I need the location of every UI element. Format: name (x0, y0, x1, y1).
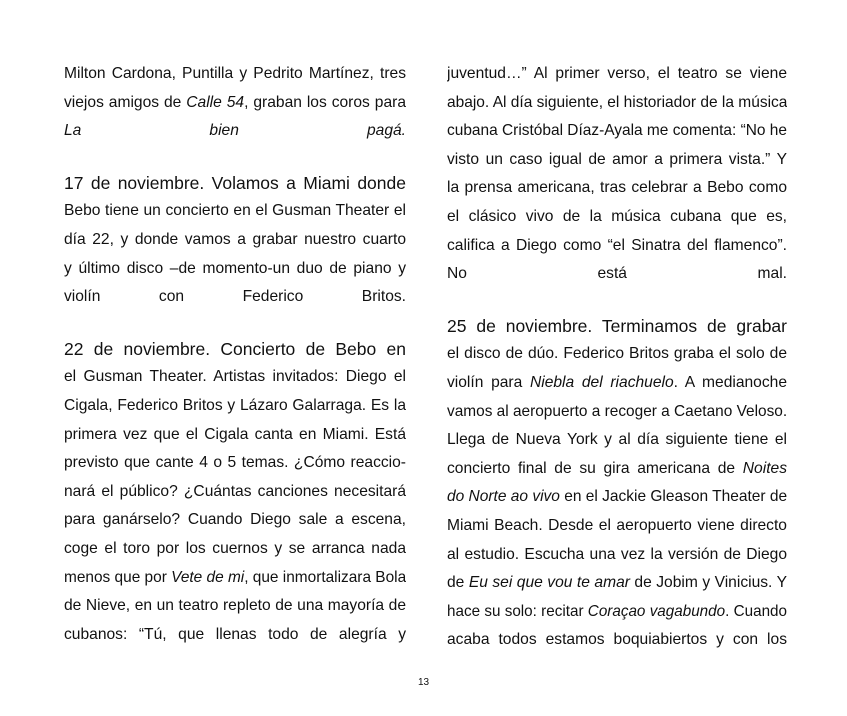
text-run: Volamos a Miami donde (204, 172, 406, 193)
text-line: para ganárselo? Cuando Diego sale a escena, (64, 511, 406, 529)
text-line: No está mal. (447, 265, 787, 283)
text-line: visto un caso igual de amor a primera vista.” Y (447, 150, 787, 168)
paragraph-gap (64, 146, 406, 169)
paragraph-gap (447, 289, 787, 312)
text-line: previsto que cante 4 o 5 temas. ¿Cómo reaccio- (64, 454, 406, 472)
text-run: Terminamos de grabar (592, 315, 787, 336)
text-run: menos que por (64, 568, 172, 586)
text-line: Cigala, Federico Britos y Lázaro Galarraga. Es la (64, 396, 406, 414)
text-line: el clásico vivo de la música cubana que es, (447, 207, 787, 225)
text-run: Concierto de Bebo en (210, 338, 406, 359)
text-run: , que inmortalizara Bola (244, 568, 406, 586)
text-line: violín con Federico Britos. (64, 288, 406, 306)
text-line (447, 369, 787, 398)
text-line: Milton Cardona, Puntilla y Pedrito Martínez, tres (64, 65, 406, 82)
paragraph-gap (64, 312, 406, 335)
text-line: califica a Diego como “el Sinatra del flamenco”. (447, 236, 787, 254)
italic-title: Vete de mi (171, 568, 245, 586)
text-run: , graban los coros para (244, 93, 406, 111)
text-line: acaba todos estamos boquiabiertos y con los (447, 631, 787, 649)
text-line: Bebo tiene un concierto en el Gusman Theater el (64, 202, 406, 220)
text-line (447, 455, 787, 484)
entry-date: 17 de noviembre. (64, 172, 205, 193)
text-line: cubanos: “Tú, que llenas todo de alegría y (64, 625, 406, 643)
entry-heading-line (64, 335, 406, 364)
text-line (64, 564, 406, 593)
left-column (64, 60, 406, 649)
text-line (447, 598, 787, 627)
text-line: abajo. Al día siguiente, el historiador de la música (447, 93, 787, 111)
text-run: de (447, 574, 469, 592)
italic-title: Niebla del riachuelo (529, 373, 674, 391)
text-run: . Cuando (725, 602, 787, 620)
text-line: nará el público? ¿Cuántas canciones necesitará (64, 482, 406, 500)
text-line: juventud…” Al primer verso, el teatro se viene (447, 65, 787, 82)
entry-date: 22 de noviembre. (64, 338, 211, 359)
italic-title: Coraçao vagabundo (587, 602, 726, 620)
page-number: 13 (417, 677, 430, 688)
text-line: la prensa americana, tras celebrar a Bebo como (447, 179, 787, 197)
text-run: en el Jackie Gleason Theater de (559, 488, 787, 506)
text-line: día 22, y donde vamos a grabar nuestro cuarto (64, 230, 406, 248)
text-line (447, 569, 787, 598)
text-line: Llega de Nueva York y al día siguiente tiene el (447, 431, 787, 449)
text-line: vamos al aeropuerto a recoger a Caetano Veloso. (447, 402, 787, 420)
text-run: . A medianoche (673, 373, 787, 391)
text-run: viejos amigos de (64, 93, 187, 111)
italic-title: Calle 54 (186, 93, 245, 111)
text-line (447, 483, 787, 512)
text-line: al estudio. Escucha una vez la versión de Diego (447, 545, 787, 563)
italic-title: Eu sei que vou te amar (468, 574, 630, 592)
text-run: hace su solo: recitar (447, 602, 588, 620)
italic-title: do Norte ao vivo (447, 488, 560, 506)
text-line: el disco de dúo. Federico Britos graba el solo de (447, 345, 787, 363)
text-run: de Jobim y Vinicius. Y (629, 574, 787, 592)
text-run: violín para (447, 373, 530, 391)
entry-heading-line (64, 169, 406, 198)
text-line: el Gusman Theater. Artistas invitados: Diego el (64, 368, 406, 386)
text-line: y último disco –de momento-un duo de piano y (64, 259, 406, 277)
entry-date: 25 de noviembre. (447, 315, 593, 336)
italic-title: Noites (742, 459, 787, 477)
entry-heading-line (447, 312, 787, 341)
text-line: Miami Beach. Desde el aeropuerto viene directo (447, 516, 787, 534)
text-line: cubana Cristóbal Díaz-Ayala me comenta: “No he (447, 122, 787, 140)
text-line: de Nieve, en un teatro repleto de una mayoría de (64, 597, 406, 615)
text-line (64, 89, 406, 118)
right-column (447, 60, 787, 655)
text-line: primera vez que el Cigala canta en Miami. Está (64, 425, 406, 443)
italic-line: La bien pagá. (64, 122, 406, 140)
text-run: concierto final de su gira americana de (447, 459, 743, 477)
text-line: coge el toro por los cuernos y se arranca nada (64, 539, 406, 557)
